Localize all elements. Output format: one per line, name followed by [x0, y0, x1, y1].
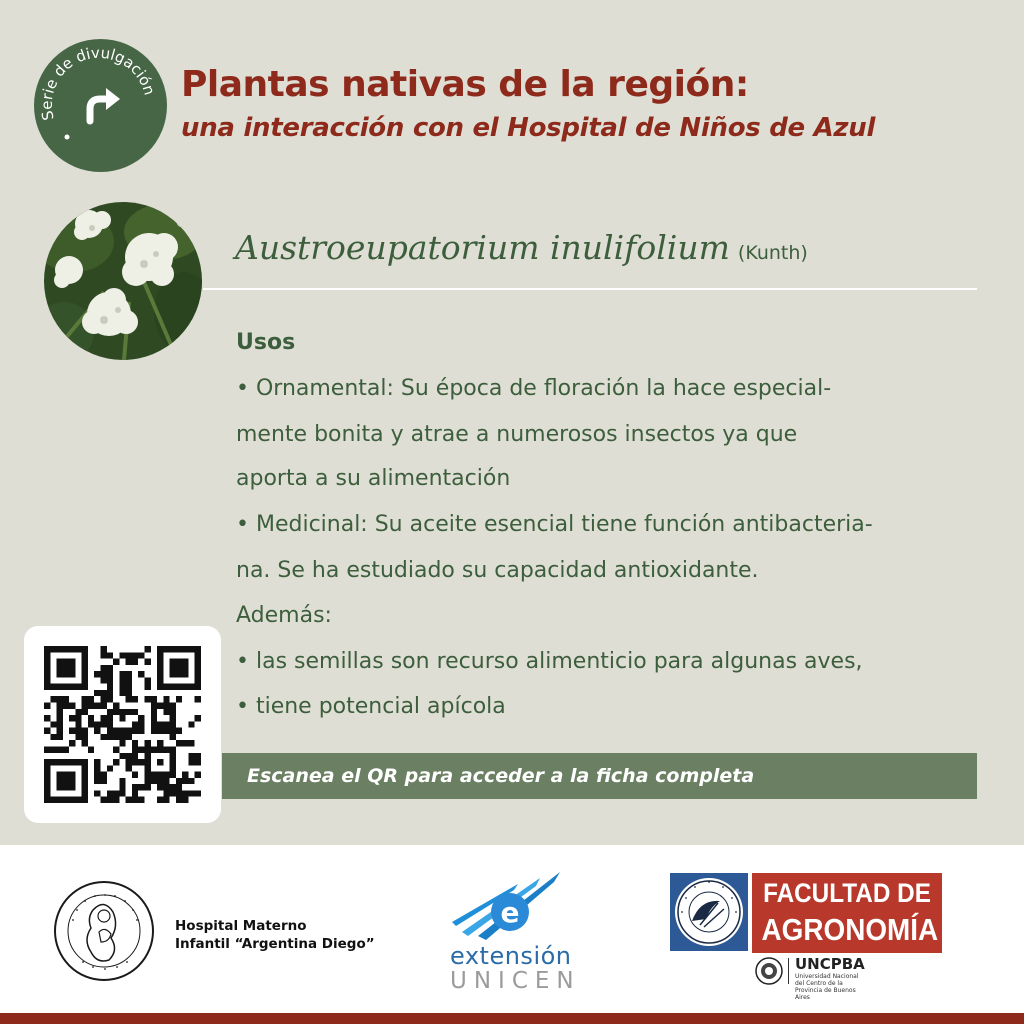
faculty-name-line2: AGRONOMÍA — [761, 912, 939, 947]
hospital-logo — [53, 880, 155, 982]
faculty-seal — [670, 873, 748, 951]
uses-line: • las semillas son recurso alimenticio para algunas aves, — [236, 649, 863, 674]
uses-line: Además: — [236, 603, 332, 628]
page-subtitle: una interacción con el Hospital de Niños de Azul — [181, 113, 876, 143]
faculty-logo — [752, 873, 942, 953]
series-badge — [34, 39, 167, 172]
species-name — [235, 228, 808, 267]
plant-photo — [44, 202, 202, 360]
uses-line: aporta a su alimentación — [236, 466, 511, 491]
qr-code[interactable] — [44, 646, 201, 803]
species-authority: (Kunth) — [737, 242, 808, 264]
hospital-name — [175, 917, 375, 953]
qr-cta-text: Escanea el QR para acceder a la ficha completa — [247, 765, 755, 787]
divider — [203, 288, 977, 290]
uses-title: Usos — [236, 330, 296, 355]
badge-text: Serie de divulgación — [37, 43, 159, 122]
scientific-name: Austroeupatorium inulifolium — [235, 228, 730, 267]
qr-cta-bar — [222, 753, 977, 799]
extension-org: UNICEN — [450, 968, 581, 994]
qr-card — [24, 626, 221, 823]
uses-line: • Medicinal: Su aceite esencial tiene función antibacteria- — [236, 512, 873, 537]
svg-text:e: e — [500, 896, 520, 929]
hospital-name-line: Infantil “Argentina Diego” — [175, 936, 375, 952]
uses-line: na. Se ha estudiado su capacidad antioxidante. — [236, 558, 759, 583]
hospital-name-line: Hospital Materno — [175, 918, 307, 934]
uses-line: mente bonita y atrae a numerosos insectos ya que — [236, 422, 798, 447]
uses-line: • Ornamental: Su época de floración la hace especial- — [236, 376, 832, 401]
uses-line: • tiene potencial apícola — [236, 694, 506, 719]
university-fullname: Universidad Nacional del Centro de la Provincia de Buenos Aires — [795, 973, 859, 1001]
footer-bar — [0, 1013, 1024, 1024]
faculty-name-line1: FACULTAD DE — [763, 878, 931, 908]
page-title: Plantas nativas de la región: — [181, 64, 749, 105]
university-seal — [755, 957, 783, 985]
university-separator — [788, 958, 789, 984]
extension-name: extensión — [450, 942, 572, 970]
university-name: UNCPBA — [795, 955, 865, 973]
extension-logo — [448, 870, 568, 942]
